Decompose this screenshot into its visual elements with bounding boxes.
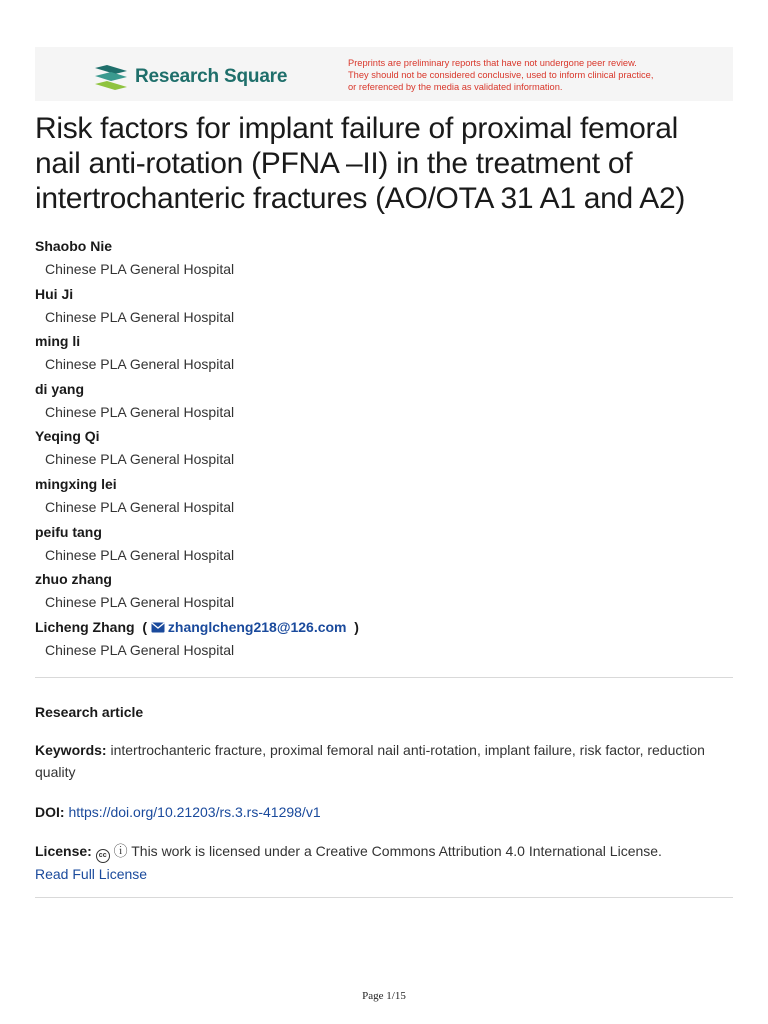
author-name-line	[35, 618, 735, 637]
author-affiliation: Chinese PLA General Hospital	[45, 641, 235, 658]
author-entry	[35, 237, 735, 285]
author-name: Yeqing Qi	[35, 428, 100, 445]
article-type	[35, 701, 725, 723]
article-type-label: Research article	[35, 704, 144, 720]
author-name: di yang	[35, 380, 85, 397]
creative-commons-icon: cc	[96, 849, 110, 863]
research-square-logo-icon	[93, 64, 129, 90]
envelope-icon	[151, 622, 165, 633]
author-affiliation: Chinese PLA General Hospital	[45, 308, 235, 325]
disclaimer-line: or referenced by the media as validated information.	[348, 82, 563, 92]
author-name: Hui Ji	[35, 285, 74, 302]
email-open-paren: (	[138, 618, 148, 635]
author-name: peifu tang	[35, 523, 102, 540]
author-affiliation: Chinese PLA General Hospital	[45, 451, 235, 468]
author-name: Licheng Zhang	[35, 618, 135, 635]
page-number: Page 1/15	[362, 990, 406, 1002]
license-label: License:	[35, 843, 92, 859]
disclaimer-line: They should not be considered conclusive, used to inform clinical practice,	[348, 70, 654, 80]
author-entry	[35, 332, 735, 380]
attribution-icon: ⓘ	[113, 843, 128, 859]
research-square-logo[interactable]	[93, 64, 287, 90]
email-close-paren: )	[350, 618, 359, 635]
author-entry	[35, 523, 735, 571]
author-affiliation: Chinese PLA General Hospital	[45, 356, 235, 373]
doi-label: DOI:	[35, 804, 65, 820]
section-divider	[35, 677, 733, 678]
author-email: zhanglcheng218@126.com	[167, 618, 347, 635]
header-banner	[35, 47, 733, 101]
author-entry	[35, 285, 735, 333]
keywords-value: intertrochanteric fracture, proximal femoral nail anti-rotation, implant failure, risk factor, reduction quality	[35, 742, 705, 780]
title-line: intertrochanteric fractures (AO/OTA 31 A1 and A2)	[35, 182, 686, 215]
doi	[35, 801, 725, 823]
author-name: zhuo zhang	[35, 571, 112, 588]
section-divider	[35, 897, 733, 898]
author-name: mingxing lei	[35, 475, 117, 492]
author-affiliation: Chinese PLA General Hospital	[45, 546, 235, 563]
disclaimer-line: Preprints are preliminary reports that have not undergone peer review.	[348, 58, 637, 68]
keywords	[35, 739, 725, 783]
author-entry	[35, 380, 735, 428]
author-entry	[35, 427, 735, 475]
author-list	[35, 237, 735, 665]
preprint-disclaimer	[348, 57, 728, 93]
author-affiliation: Chinese PLA General Hospital	[45, 261, 235, 277]
license-text: This work is licensed under a Creative Commons Attribution 4.0 International License.	[131, 843, 662, 859]
author-entry	[35, 475, 735, 523]
author-email-link[interactable]	[151, 619, 347, 635]
author-name: ming li	[35, 333, 81, 350]
title-line: Risk factors for implant failure of proximal femoral	[35, 112, 678, 145]
author-affiliation: Chinese PLA General Hospital	[45, 403, 235, 420]
keywords-label: Keywords:	[35, 742, 107, 758]
author-affiliation: Chinese PLA General Hospital	[45, 498, 235, 515]
paper-title	[35, 111, 735, 216]
author-entry	[35, 570, 735, 618]
author-entry-corresponding	[35, 618, 735, 666]
logo-text: Research Square	[135, 66, 288, 87]
license	[35, 840, 725, 885]
author-name: Shaobo Nie	[35, 238, 113, 254]
author-affiliation: Chinese PLA General Hospital	[45, 594, 235, 611]
title-line: nail anti-rotation (PFNA –II) in the treatment of	[35, 147, 633, 180]
doi-link[interactable]: https://doi.org/10.21203/rs.3.rs-41298/v1	[68, 804, 321, 820]
read-full-license-link[interactable]: Read Full License	[35, 866, 148, 882]
